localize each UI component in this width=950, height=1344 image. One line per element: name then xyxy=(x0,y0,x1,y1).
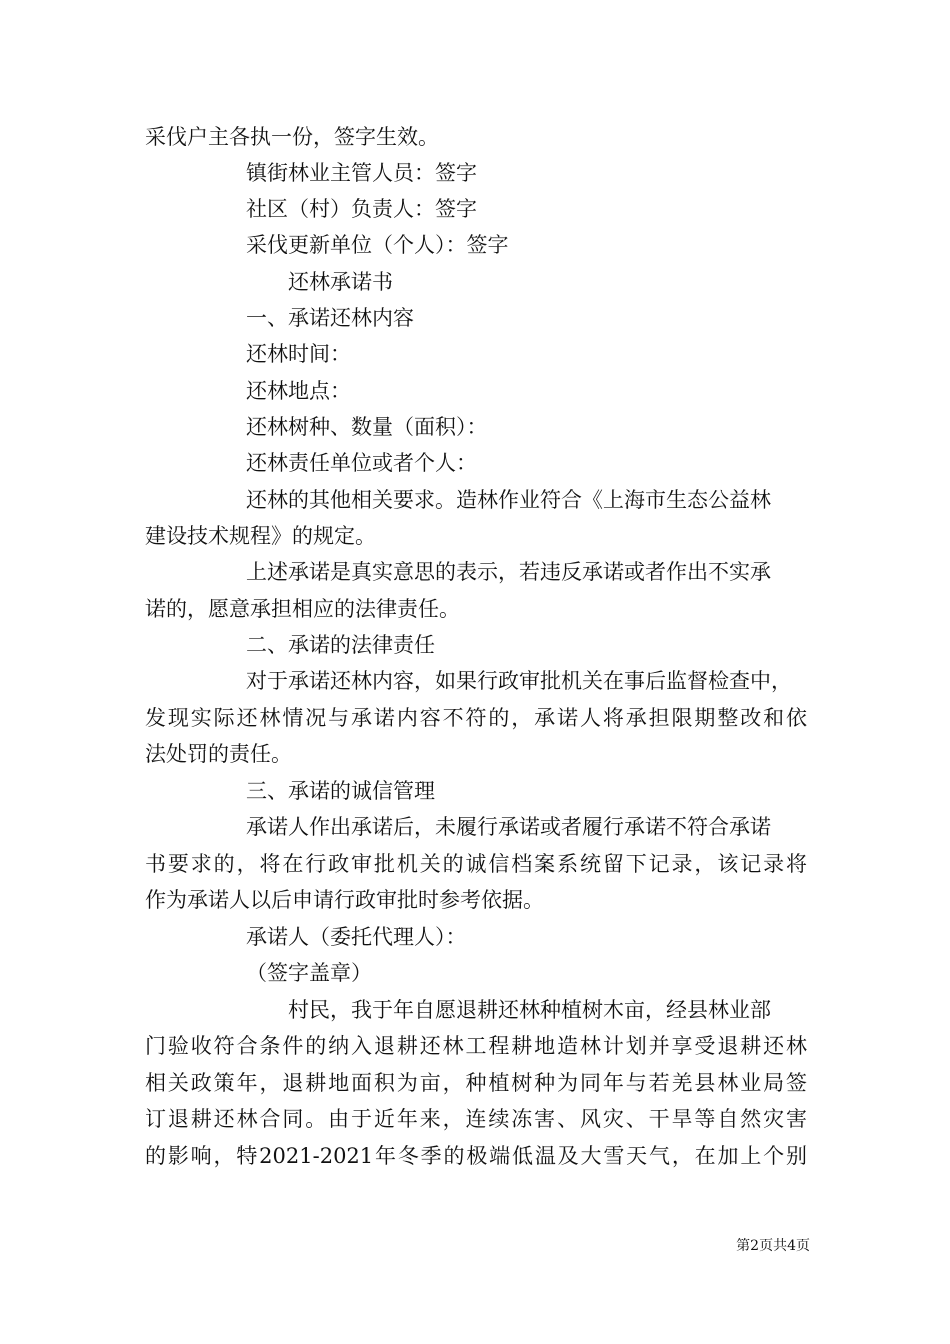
text-line: 采伐更新单位（个人）：签字 xyxy=(246,233,509,257)
text-line: 发现实际还林情况与承诺内容不符的，承诺人将承担限期整改和依 xyxy=(145,706,807,730)
text-line: 诺的，愿意承担相应的法律责任。 xyxy=(145,597,460,621)
text-line: 相关政策年，退耕地面积为亩，种植树种为同年与若羌县林业局签 xyxy=(145,1071,807,1095)
text-line: 建设技术规程》的规定。 xyxy=(145,524,376,548)
text-line: 社区（村）负责人：签字 xyxy=(246,197,477,221)
section-heading: 二、承诺的法律责任 xyxy=(246,633,435,657)
text-line: 法处罚的责任。 xyxy=(145,742,292,766)
page-number: 第2页共4页 xyxy=(736,1238,810,1254)
text-line: 镇街林业主管人员：签字 xyxy=(246,161,477,185)
text-line: 村民，我于年自愿退耕还林种植树木亩，经县林业部 xyxy=(288,998,771,1022)
text-line: 上述承诺是真实意思的表示，若违反承诺或者作出不实承 xyxy=(246,560,771,584)
section-heading: 三、承诺的诚信管理 xyxy=(246,779,435,803)
text-line: 还林地点： xyxy=(246,379,351,403)
text-line: 的影响，特2021-2021年冬季的极端低温及大雪天气，在加上个别 xyxy=(145,1144,807,1168)
signature-label: 承诺人（委托代理人）： xyxy=(246,925,467,949)
text-line: 还林责任单位或者个人： xyxy=(246,451,477,475)
text-line: 订退耕还林合同。由于近年来，连续冻害、风灾、干旱等自然灾害 xyxy=(145,1107,807,1131)
text-line: 承诺人作出承诺后，未履行承诺或者履行承诺不符合承诺 xyxy=(246,815,771,839)
text-line: 作为承诺人以后申请行政审批时参考依据。 xyxy=(145,888,544,912)
signature-note: （签字盖章） xyxy=(246,961,372,985)
section-title: 还林承诺书 xyxy=(288,270,393,294)
text-line: 对于承诺还林内容，如果行政审批机关在事后监督检查中， xyxy=(246,669,792,693)
text-line: 书要求的，将在行政审批机关的诚信档案系统留下记录，该记录将 xyxy=(145,852,807,876)
section-heading: 一、承诺还林内容 xyxy=(246,306,414,330)
text-line: 还林树种、数量（面积）： xyxy=(246,415,488,439)
text-line: 还林的其他相关要求。造林作业符合《上海市生态公益林 xyxy=(246,488,771,512)
text-line: 门验收符合条件的纳入退耕还林工程耕地造林计划并享受退耕还林 xyxy=(145,1034,807,1058)
text-line: 还林时间： xyxy=(246,342,351,366)
text-line: 采伐户主各执一份，签字生效。 xyxy=(145,125,439,149)
